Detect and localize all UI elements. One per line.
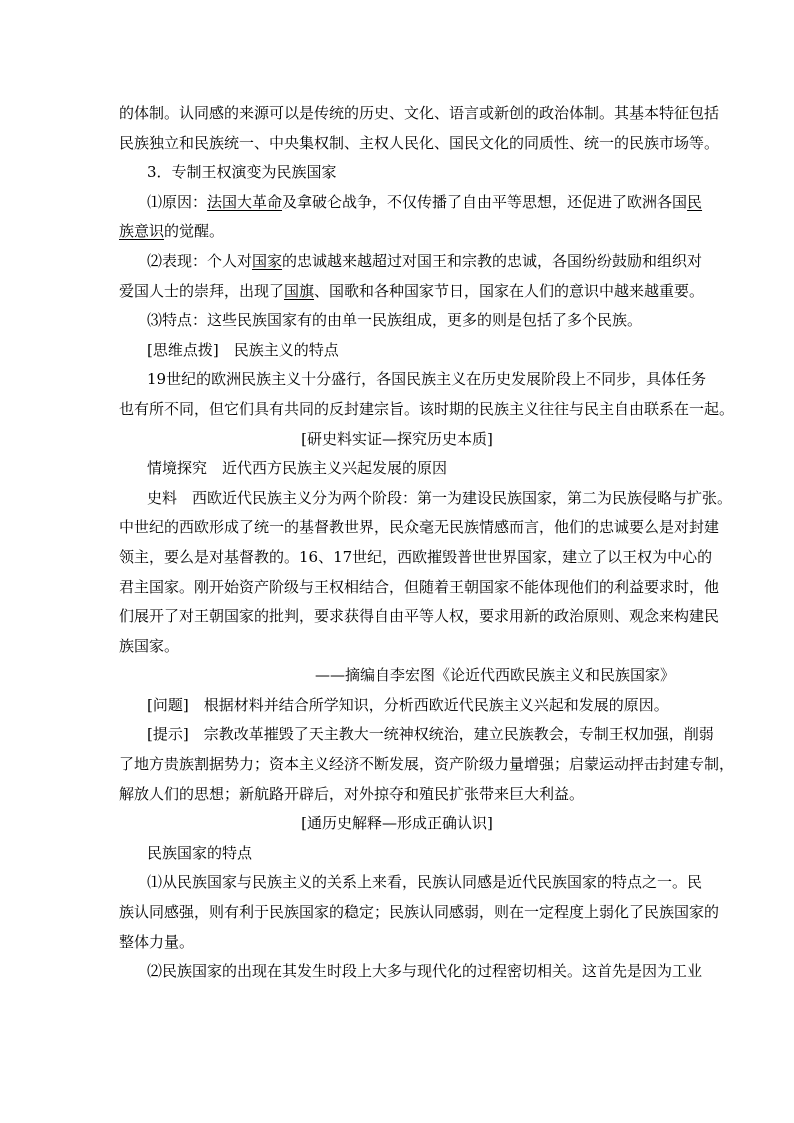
paragraph-line: ⑵民族国家的出现在其发生时段上大多与现代化的过程密切相关。这首先是因为工业 [147, 962, 703, 981]
hint-line: [提示] 宗教改革摧毁了天主教大一统神权统治，建立民族教会，专制王权加强，削弱 [147, 725, 714, 744]
paragraph-line: 19世纪的欧洲民族主义十分盛行，各国民族主义在历史发展阶段上不同步，具体任务 [147, 370, 707, 389]
text-span: ⑵表现：个人对 [147, 251, 253, 270]
underlined-term: 民 [687, 192, 703, 211]
text-span: 的忠诚越来越超过对国王和宗教的忠诚，各国纷纷鼓励和组织对 [282, 251, 703, 270]
subsection-heading: 民族国家的特点 [147, 843, 253, 862]
text-span: 的觉醒。 [164, 222, 225, 241]
paragraph-line: 解放人们的思想；新航路开辟后，对外掠夺和殖民扩张带来巨大利益。 [119, 784, 585, 803]
paragraph-line: 也有所不同，但它们具有共同的反封建宗旨。该时期的民族主义往往与民主自由联系在一起。 [119, 399, 735, 418]
paragraph-line: 整体力量。 [119, 932, 195, 951]
paragraph-line: 族认同感强，则有利于民族国家的稳定；民族认同感弱，则在一定程度上弱化了民族国家的 [119, 903, 720, 922]
underlined-term: 国旗 [284, 281, 315, 300]
subsection-heading: 情境探究 近代西方民族主义兴起发展的原因 [147, 459, 448, 478]
tip-heading: [思维点拨] 民族主义的特点 [147, 340, 339, 359]
underlined-term: 族意识 [119, 222, 165, 241]
paragraph-line: 史料 西欧近代民族主义分为两个阶段：第一为建设民族国家，第二为民族侵略与扩张。 [147, 488, 733, 507]
section-heading: 3．专制王权演变为民族国家 [147, 163, 337, 182]
paragraph-line: 族国家。 [119, 636, 180, 655]
paragraph-line: 们展开了对王朝国家的批判，要求获得自由平等人权，要求用新的政治原则、观念来构建民 [119, 607, 720, 626]
paragraph-line: ⑴从民族国家与民族主义的关系上来看，民族认同感是近代民族国家的特点之一。民 [147, 873, 703, 892]
paragraph-line [119, 277, 705, 307]
paragraph-line [119, 188, 703, 218]
paragraph-line: ⑶特点：这些民族国家有的由单一民族组成，更多的则是包括了多个民族。 [147, 311, 643, 330]
section-title: [通历史解释—形成正确认识] [301, 814, 493, 833]
paragraph-line [119, 247, 703, 277]
paragraph-line: 中世纪的西欧形成了统一的基督教世界，民众毫无民族情感而言，他们的忠诚要么是对封建 [119, 518, 720, 537]
text-span: 及拿破仑战争，不仅传播了自由平等思想，还促进了欧洲各国 [282, 192, 688, 211]
paragraph-line: 领主，要么是对基督教的。16、17世纪，西欧摧毁普世世界国家，建立了以王权为中心的 [119, 547, 713, 566]
text-span: ⑴原因： [147, 192, 208, 211]
text-span: 、国歌和各种国家节日，国家在人们的意识中越来越重要。 [314, 281, 705, 300]
paragraph-line: 的体制。认同感的来源可以是传统的历史、文化、语言或新创的政治体制。其基本特征包括 [119, 104, 720, 122]
paragraph-line: 了地方贵族割据势力；资本主义经济不断发展，资产阶级力量增强；启蒙运动抨击封建专制， [119, 755, 735, 774]
paragraph-line: 民族独立和民族统一、中央集权制、主权人民化、国民文化的同质性、统一的民族市场等。 [119, 133, 720, 152]
underlined-term: 法国大革命 [207, 192, 283, 211]
section-title: [研史料实证—探究历史本质] [301, 429, 493, 448]
paragraph-line: 君主国家。刚开始资产阶级与王权相结合，但随着王朝国家不能体现他们的利益要求时，他 [119, 577, 720, 596]
underlined-term: 国家 [252, 251, 283, 270]
source-citation: ——摘编自李宏图《论近代西欧民族主义和民族国家》 [314, 666, 675, 685]
paragraph-line [119, 217, 675, 247]
question-line: [问题] 根据材料并结合所学知识，分析西欧近代民族主义兴起和发展的原因。 [147, 695, 669, 714]
text-span: 爱国人士的崇拜，出现了 [119, 281, 285, 300]
